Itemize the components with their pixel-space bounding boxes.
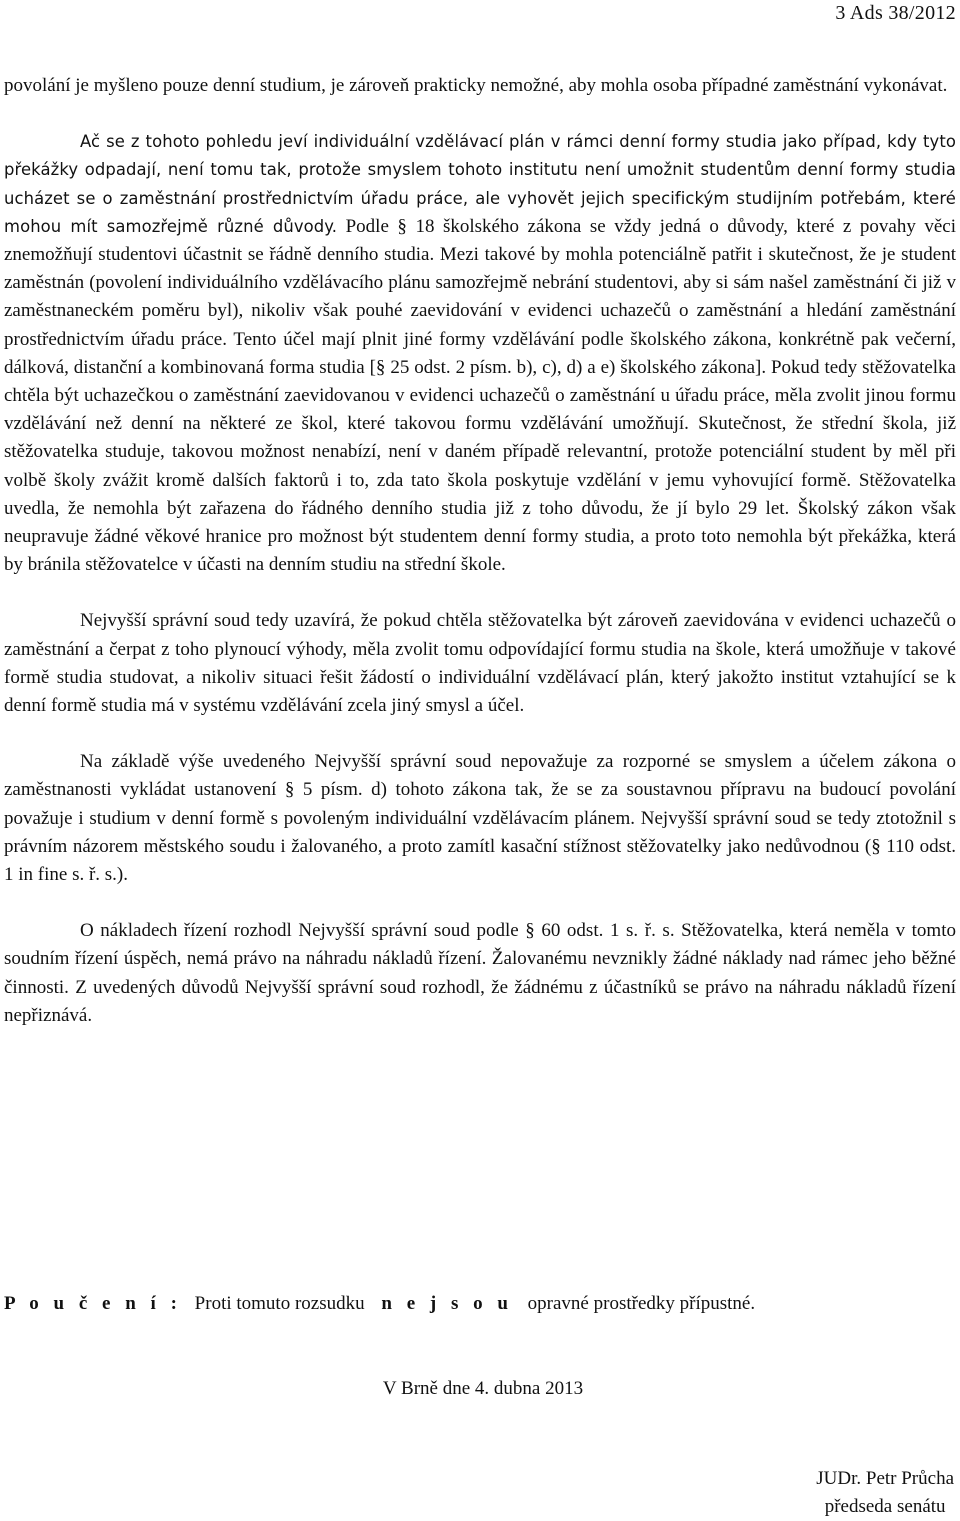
judgment-body xyxy=(4,72,956,1058)
paragraph-5: O nákladech řízení rozhodl Nejvyšší správní soud podle § 60 odst. 1 s. ř. s. Stěžovatelka, která neměla v tomto soudním řízení úspěch, nemá právo na náhradu nákladů řízení. Žalovanému nevznikly žádné náklady nad rámec jeho běžné činnosti. Z uvedených důvodů Nejvyšší správní soud rozhodl, že žádnému z účastníků se právo na náhradu nákladů řízení nepřiznává. xyxy=(4,920,956,1026)
paragraph-2-part-b: Mezi takové by mohla potenciálně patřit i skutečnost, že je student zaměstnán (povolení individuálního vzdělávacího plánu samozřejmě nebrání studentovi, aby si sám našel zaměstnání či již v zaměstnaneckém poměru byl), nikoliv však pouhé zaevidování v evidenci uchazečů o zaměstnání a hledání zaměstnání prostřednictvím úřadu práce. Tento účel mají plnit jiné formy vzdělávání podle školského zákona, konkrétně pak večerní, dálková, distanční a kombinovaná forma studia [§ 25 odst. 2 písm. b), c), d) a e) školského zákona]. Pokud tedy stěžovatelka chtěla být uchazečkou o zaměstnání zaevidovanou v evidenci uchazečů o zaměstnání u úřadu práce, měla zvolit jinou formu vzdělávání než denní na některé ze škol, které takovou formu vzdělávání umožňují. Skutečnost, že střední škola, již stěžovatelka studuje, takovou možnost nenabízí, není v daném případě relevantní, protože potenciální student by měl při volbě školy zvážit kromě dalších faktorů i to, zda tato škola poskytuje vzdělání v jemu vyhovující formě. Stěžovatelka uvedla, že nemohla být zařazena do řádného denního studia již z toho důvodu, že jí bylo 29 let. Školský zákon však neupravuje žádné věkové hranice pro možnost být studentem denní formy studia, a proto toto nemohla být překážka, která by bránila stěžovatelce v účasti na denním studiu na střední škole. xyxy=(4,244,957,576)
instruction-text-after: opravné prostředky přípustné. xyxy=(527,1293,756,1314)
paragraph-4: Na základě výše uvedeného Nejvyšší správní soud nepovažuje za rozporné se smyslem a účelem zákona o zaměstnanosti vykládat ustanovení § 5 písm. d) tohoto zákona tak, že se za soustavnou přípravu na budoucí povolání považuje i studium v denní formě s povoleným individuální vzdělávacím plánem. Nejvyšší správní soud se tedy ztotožnil s právním názorem městského soudu i žalovaného, a proto zamítl kasační stížnost stěžovatelky jako nedůvodnou (§ 110 odst. 1 in fine s. ř. s.). xyxy=(4,751,956,886)
paragraph-2 xyxy=(4,128,956,579)
signature-block xyxy=(816,1465,954,1521)
paragraph-2-part-a: Podle § 18 školského zákona se vždy jedná o důvody, které z povahy věci znemožňují studentovi účastnit se řádně denního studia. xyxy=(4,215,957,266)
paragraph-2-sans-part: Ač se z tohoto pohledu jeví individuální vzdělávací plán v rámci denní formy studia jako případ, kdy tyto překážky odpadají, není tomu tak, protože smyslem tohoto institutu není umožnit studentům denní formy studia ucházet se o zaměstnání prostřednictvím úřadu práce, ale vyhovět jejich specifickým studijním potřebám, které mohou mít samozřejmě různé důvody. xyxy=(4,132,956,236)
signature-name: JUDr. Petr Průcha xyxy=(816,1468,954,1489)
case-reference: 3 Ads 38/2012 xyxy=(835,2,956,24)
instruction-text-before: Proti tomuto rozsudku xyxy=(194,1293,365,1314)
paragraph-3: Nejvyšší správní soud tedy uzavírá, že pokud chtěla stěžovatelka být zároveň zaevidována v evidenci uchazečů o zaměstnání a čerpat z toho plynoucí výhody, měla zvolit tomu odpovídající formu studia na škole, která umožňuje v takové formě studia studovat, a nikoliv situaci řešit žádostí o individuální vzdělávací plán, který jakožto institut vztahující se k denní formě studia má v systému vzdělávání zcela jiný smysl a účel. xyxy=(4,610,956,717)
instruction-emphasis: n e j s o u xyxy=(381,1293,513,1314)
date-line: V Brně dne 4. dubna 2013 xyxy=(382,1378,584,1399)
legal-instruction xyxy=(4,1293,755,1315)
signature-role: předseda senátu xyxy=(824,1496,946,1517)
instruction-label: P o u č e n í : xyxy=(4,1293,182,1314)
paragraph-1: povolání je myšleno pouze denní studium, je zároveň prakticky nemožné, aby mohla osoba případné zaměstnání vykonávat. xyxy=(4,75,948,96)
